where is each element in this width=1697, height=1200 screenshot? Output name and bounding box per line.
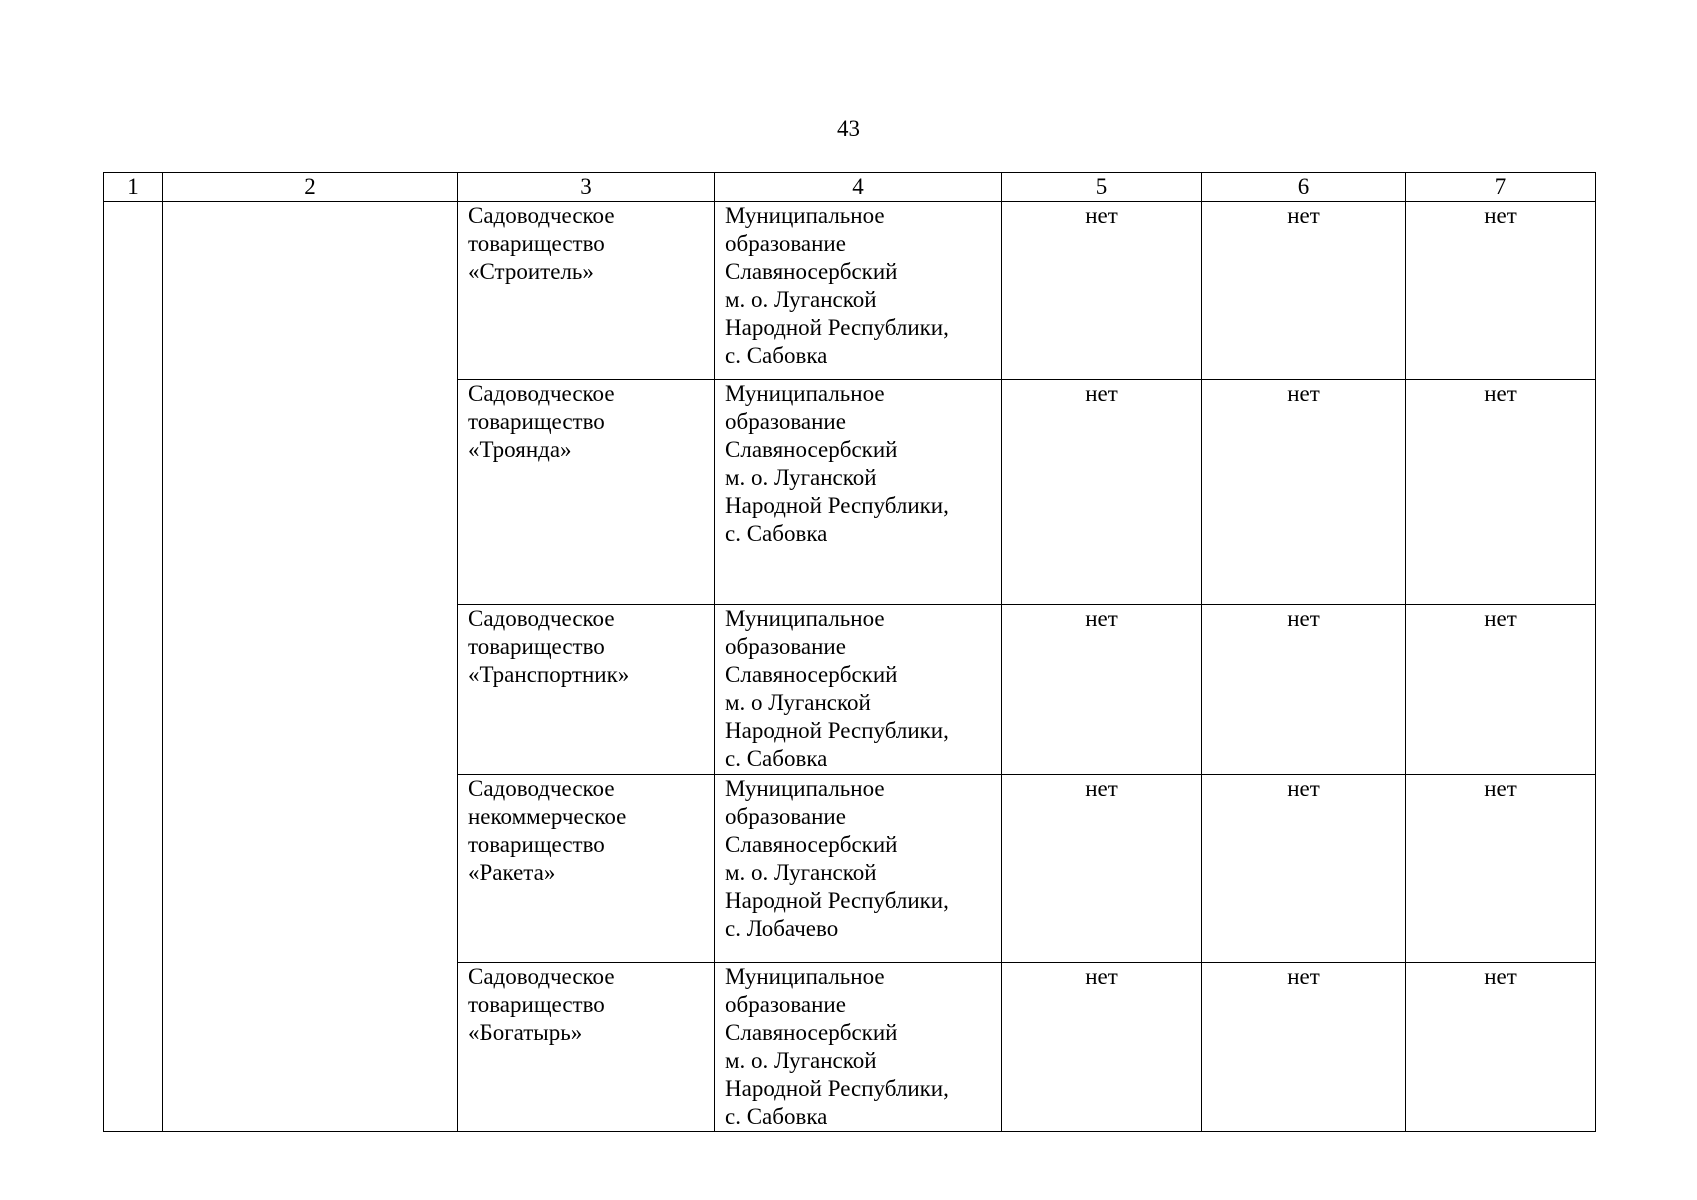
col5-cell: нет [1002,605,1202,775]
location-line: м. о. Луганской [725,465,877,490]
organization-name-line: Садоводческое [468,964,615,989]
location-line: Муниципальное [725,381,885,406]
organization-name-line: Садоводческое [468,606,615,631]
col6-cell: нет [1202,380,1406,605]
col7-cell: нет [1406,605,1596,775]
column-number-7: 7 [1406,173,1596,202]
merged-cell-col1 [104,202,163,1132]
location-cell [715,605,1002,775]
organization-name-cell [458,963,715,1132]
column-number-5: 5 [1002,173,1202,202]
organization-name-line: товарищество [468,409,605,434]
organization-name-line: Садоводческое [468,381,615,406]
col7-cell: нет [1406,202,1596,380]
col5-cell: нет [1002,380,1202,605]
location-cell [715,963,1002,1132]
location-line: Славяносербский [725,437,898,462]
col5-cell: нет [1002,775,1202,963]
location-cell [715,775,1002,963]
location-line: образование [725,231,846,256]
col6-cell: нет [1202,775,1406,963]
column-number-6: 6 [1202,173,1406,202]
column-number-3: 3 [458,173,715,202]
organization-name-cell [458,775,715,963]
organization-name-line: товарищество [468,832,605,857]
organization-name-line: товарищество [468,634,605,659]
location-line: образование [725,409,846,434]
column-number-1: 1 [104,173,163,202]
organization-name-cell [458,380,715,605]
location-cell [715,202,1002,380]
organization-name-line: Садоводческое [468,203,615,228]
location-line: с. Сабовка [725,746,828,771]
location-line: м. о Луганской [725,690,871,715]
organization-name-line: товарищество [468,992,605,1017]
location-line: с. Сабовка [725,1104,828,1129]
column-number-4: 4 [715,173,1002,202]
location-line: Муниципальное [725,964,885,989]
location-cell [715,380,1002,605]
col7-cell: нет [1406,775,1596,963]
location-line: Народной Республики, [725,1076,949,1101]
location-line: Славяносербский [725,662,898,687]
location-line: с. Сабовка [725,343,828,368]
column-number-row [104,173,1596,202]
table-row [104,202,1596,380]
location-line: Славяносербский [725,832,898,857]
organization-name-cell [458,202,715,380]
location-line: образование [725,992,846,1017]
col7-cell: нет [1406,380,1596,605]
location-line: Славяносербский [725,1020,898,1045]
organization-name-line: «Ракета» [468,860,556,885]
organization-name-cell [458,605,715,775]
data-table [103,172,1596,1132]
organization-name-line: «Троянда» [468,437,572,462]
location-line: Народной Республики, [725,888,949,913]
col6-cell: нет [1202,963,1406,1132]
location-line: м. о. Луганской [725,1048,877,1073]
col7-cell: нет [1406,963,1596,1132]
page-number: 43 [837,116,860,141]
location-line: Народной Республики, [725,493,949,518]
location-line: Муниципальное [725,776,885,801]
location-line: Народной Республики, [725,718,949,743]
organization-name-line: «Транспортник» [468,662,630,687]
organization-name-line: товарищество [468,231,605,256]
location-line: Славяносербский [725,259,898,284]
location-line: м. о. Луганской [725,860,877,885]
location-line: с. Лобачево [725,916,839,941]
organization-name-line: «Строитель» [468,259,594,284]
location-line: Народной Республики, [725,315,949,340]
location-line: с. Сабовка [725,521,828,546]
location-line: м. о. Луганской [725,287,877,312]
col5-cell: нет [1002,202,1202,380]
location-line: Муниципальное [725,606,885,631]
merged-cell-col2 [163,202,458,1132]
organization-name-line: некоммерческое [468,804,627,829]
location-line: образование [725,804,846,829]
col6-cell: нет [1202,202,1406,380]
location-line: образование [725,634,846,659]
col5-cell: нет [1002,963,1202,1132]
location-line: Муниципальное [725,203,885,228]
column-number-2: 2 [163,173,458,202]
organization-name-line: Садоводческое [468,776,615,801]
organization-name-line: «Богатырь» [468,1020,583,1045]
col6-cell: нет [1202,605,1406,775]
